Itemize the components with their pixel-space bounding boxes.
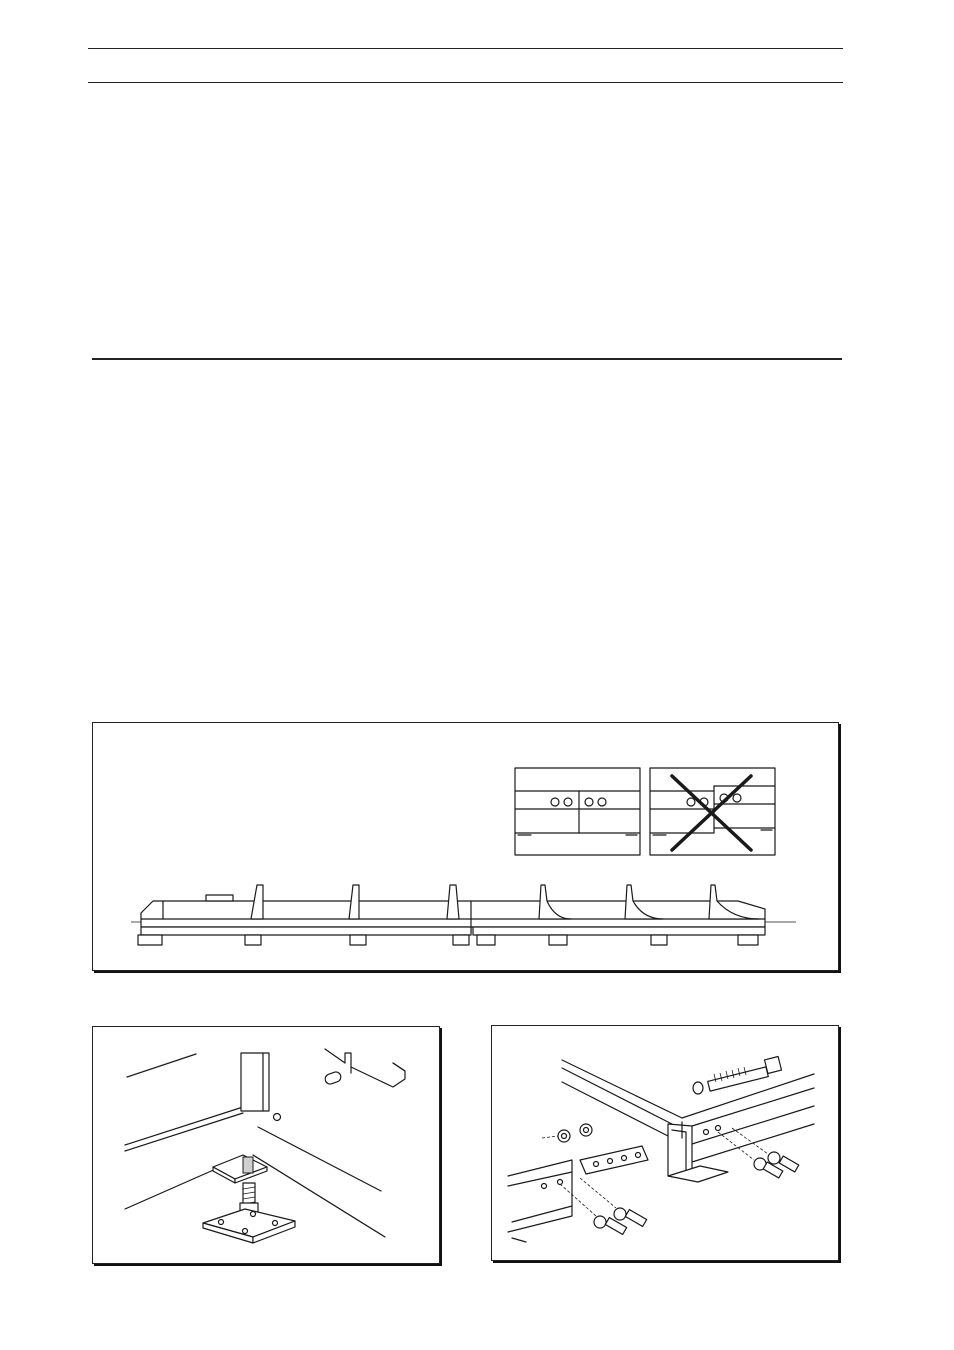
section-divider — [92, 358, 842, 360]
conveyor-overview-figure — [92, 722, 839, 971]
leveling-foot-figure — [92, 1026, 440, 1264]
splice-plate-bolt-assembly — [492, 1026, 840, 1262]
conveyor-assembly-diagram — [93, 723, 840, 972]
splice-plate-figure — [491, 1025, 839, 1261]
correct-joint-detail — [515, 768, 640, 855]
conveyor-frame — [131, 885, 796, 945]
header-bottom-rule — [88, 82, 843, 83]
leveling-foot-detail — [93, 1027, 441, 1265]
top-rule — [88, 48, 843, 49]
incorrect-joint-detail-crossed — [650, 768, 775, 855]
